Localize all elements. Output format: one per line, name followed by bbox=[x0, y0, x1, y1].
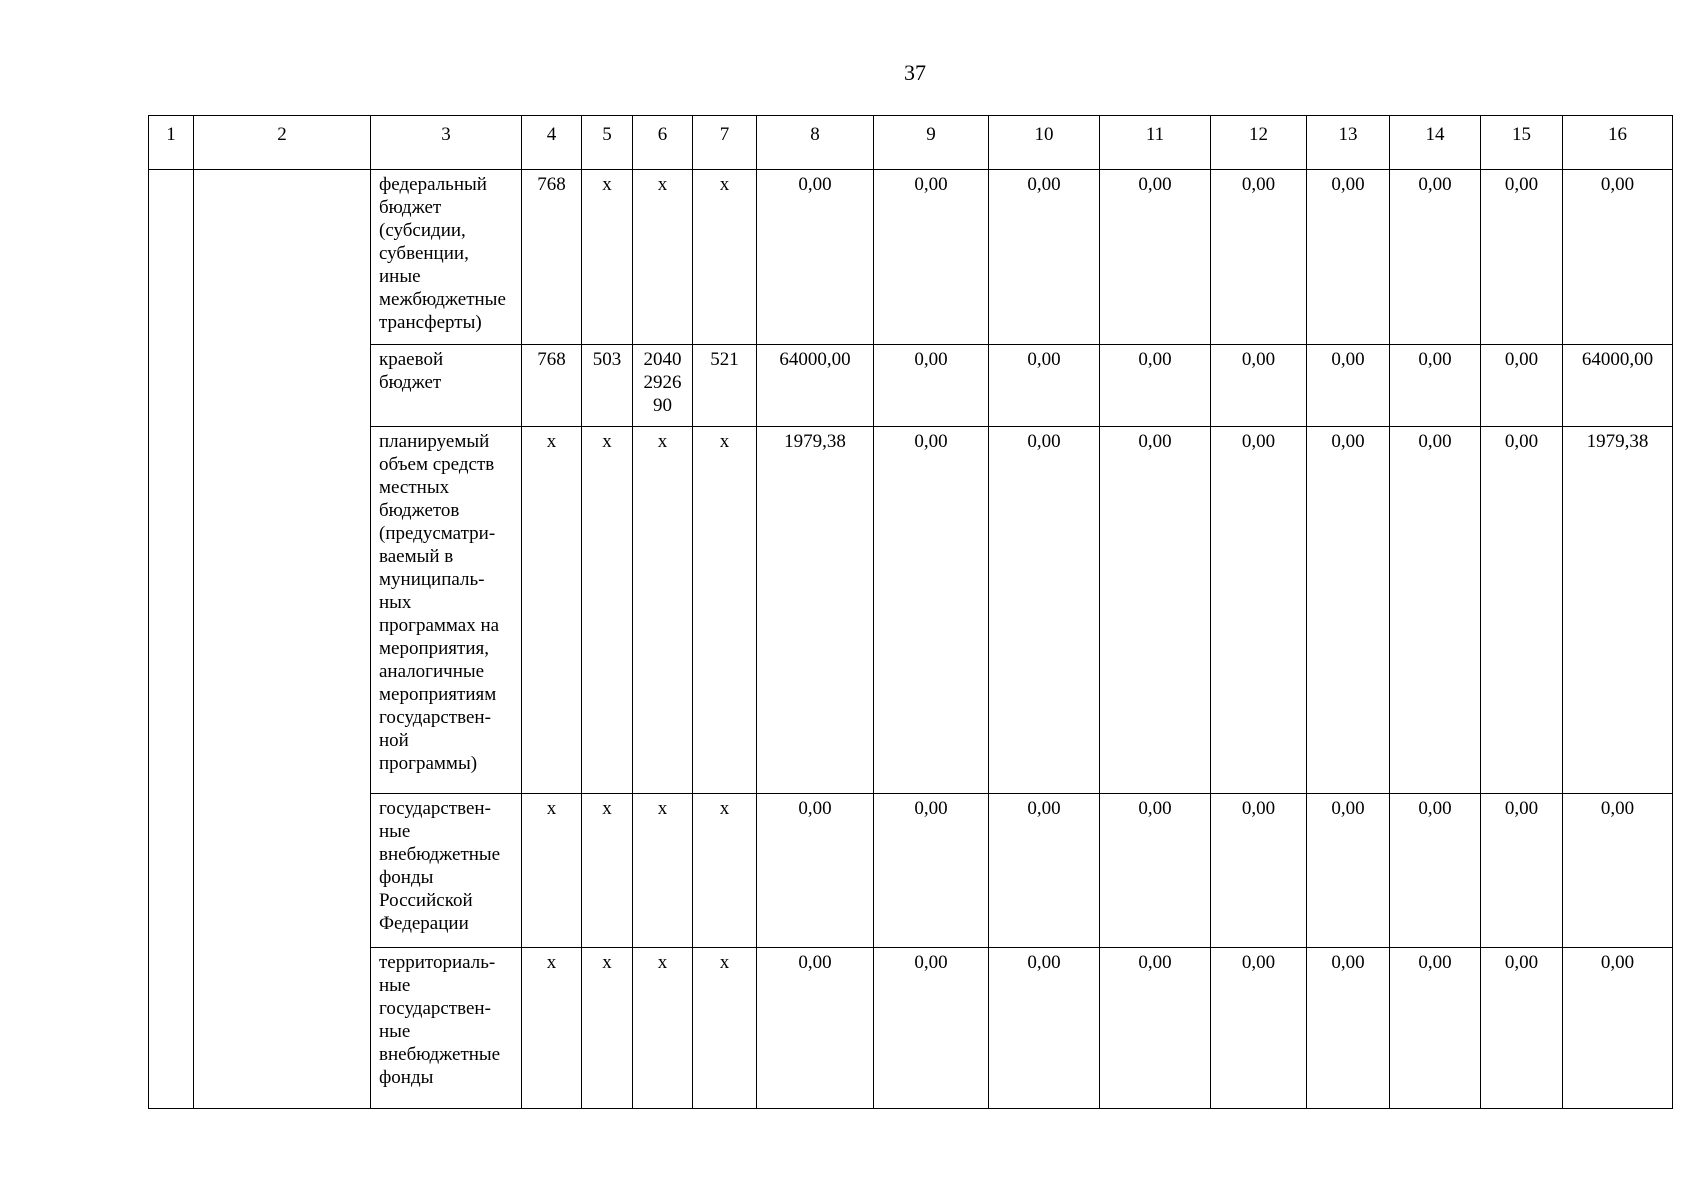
table-cell: 0,00 bbox=[1307, 948, 1390, 1109]
table-cell: 0,00 bbox=[1211, 794, 1307, 948]
table-cell: 0,00 bbox=[1563, 948, 1673, 1109]
table-cell: 0,00 bbox=[1481, 948, 1563, 1109]
table-cell: 0,00 bbox=[1100, 170, 1211, 345]
table-cell: х bbox=[522, 427, 582, 794]
table-cell: х bbox=[633, 170, 693, 345]
table-cell: 0,00 bbox=[1211, 170, 1307, 345]
budget-table bbox=[148, 115, 1673, 1109]
table-cell: 0,00 bbox=[989, 794, 1100, 948]
column-number-header: 7 bbox=[693, 116, 757, 170]
table-cell: 0,00 bbox=[1563, 794, 1673, 948]
column-number-header: 14 bbox=[1390, 116, 1481, 170]
table-cell: 0,00 bbox=[757, 170, 874, 345]
table-cell: х bbox=[633, 948, 693, 1109]
funding-source-cell: федеральный бюджет (субсидии, субвенции, иные межбюджетные трансферты) bbox=[371, 170, 522, 345]
table-row bbox=[149, 345, 1673, 427]
table-cell: х bbox=[693, 948, 757, 1109]
table-cell: 0,00 bbox=[1481, 170, 1563, 345]
column-number-header: 6 bbox=[633, 116, 693, 170]
table-cell: х bbox=[522, 948, 582, 1109]
table-cell: 0,00 bbox=[1390, 948, 1481, 1109]
table-cell: 0,00 bbox=[1390, 170, 1481, 345]
table-cell: 0,00 bbox=[1390, 345, 1481, 427]
table-cell: х bbox=[582, 794, 633, 948]
table-cell: 2040 2926 90 bbox=[633, 345, 693, 427]
table-cell: 64000,00 bbox=[1563, 345, 1673, 427]
table-cell: 0,00 bbox=[989, 345, 1100, 427]
table-cell: 0,00 bbox=[1563, 170, 1673, 345]
table-cell: 0,00 bbox=[1481, 345, 1563, 427]
table-cell: 0,00 bbox=[874, 794, 989, 948]
page-number: 37 bbox=[904, 60, 926, 85]
table-cell: 0,00 bbox=[1307, 794, 1390, 948]
table-cell: 0,00 bbox=[874, 427, 989, 794]
table-row bbox=[149, 170, 1673, 345]
column-number-header: 12 bbox=[1211, 116, 1307, 170]
table-cell: х bbox=[693, 794, 757, 948]
table-cell: 503 bbox=[582, 345, 633, 427]
table-cell: 0,00 bbox=[1307, 427, 1390, 794]
table-header-row bbox=[149, 116, 1673, 170]
table-cell: 0,00 bbox=[1211, 345, 1307, 427]
table-cell: х bbox=[633, 794, 693, 948]
table-cell: 0,00 bbox=[757, 794, 874, 948]
column-number-header: 11 bbox=[1100, 116, 1211, 170]
table-cell: 768 bbox=[522, 170, 582, 345]
table-cell: 0,00 bbox=[1211, 427, 1307, 794]
column-number-header: 16 bbox=[1563, 116, 1673, 170]
table-cell: 0,00 bbox=[989, 170, 1100, 345]
empty-merged-cell-col-1 bbox=[149, 170, 194, 1109]
column-number-header: 10 bbox=[989, 116, 1100, 170]
table-cell: 1979,38 bbox=[1563, 427, 1673, 794]
empty-merged-cell-col-2 bbox=[194, 170, 371, 1109]
table-cell: 0,00 bbox=[1100, 794, 1211, 948]
table-cell: 0,00 bbox=[757, 948, 874, 1109]
table-row bbox=[149, 427, 1673, 794]
column-number-header: 3 bbox=[371, 116, 522, 170]
table-cell: 0,00 bbox=[1100, 948, 1211, 1109]
table-cell: х bbox=[522, 794, 582, 948]
column-number-header: 5 bbox=[582, 116, 633, 170]
table-cell: 0,00 bbox=[1307, 170, 1390, 345]
column-number-header: 4 bbox=[522, 116, 582, 170]
table-cell: 0,00 bbox=[1481, 427, 1563, 794]
table-cell: х bbox=[633, 427, 693, 794]
column-number-header: 15 bbox=[1481, 116, 1563, 170]
table-cell: 0,00 bbox=[1100, 427, 1211, 794]
table-cell: 521 bbox=[693, 345, 757, 427]
table-cell: 0,00 bbox=[874, 948, 989, 1109]
column-number-header: 13 bbox=[1307, 116, 1390, 170]
table-row bbox=[149, 794, 1673, 948]
column-number-header: 9 bbox=[874, 116, 989, 170]
table-cell: 0,00 bbox=[1307, 345, 1390, 427]
table-cell: 0,00 bbox=[1211, 948, 1307, 1109]
table-cell: 0,00 bbox=[989, 427, 1100, 794]
table-cell: 64000,00 bbox=[757, 345, 874, 427]
funding-source-cell: планируемый объем средств местных бюджетов (предусматри- ваемый в муниципаль- ных программах на мероприятия, аналогичные мероприятиям государствен- ной программы) bbox=[371, 427, 522, 794]
column-number-header: 2 bbox=[194, 116, 371, 170]
table-cell: 0,00 bbox=[1390, 427, 1481, 794]
table-cell: х bbox=[693, 427, 757, 794]
funding-source-cell: территориаль- ные государствен- ные внебюджетные фонды bbox=[371, 948, 522, 1109]
table-cell: 0,00 bbox=[1100, 345, 1211, 427]
table-cell: 768 bbox=[522, 345, 582, 427]
table-cell: х bbox=[582, 170, 633, 345]
table-cell: 0,00 bbox=[1481, 794, 1563, 948]
table-row bbox=[149, 948, 1673, 1109]
table-cell: 1979,38 bbox=[757, 427, 874, 794]
funding-source-cell: государствен- ные внебюджетные фонды Российской Федерации bbox=[371, 794, 522, 948]
table-cell: х bbox=[582, 948, 633, 1109]
column-number-header: 8 bbox=[757, 116, 874, 170]
table-cell: 0,00 bbox=[874, 345, 989, 427]
table-cell: 0,00 bbox=[874, 170, 989, 345]
table-cell: 0,00 bbox=[1390, 794, 1481, 948]
table-cell: 0,00 bbox=[989, 948, 1100, 1109]
column-number-header: 1 bbox=[149, 116, 194, 170]
funding-source-cell: краевой бюджет bbox=[371, 345, 522, 427]
table-cell: х bbox=[693, 170, 757, 345]
table-cell: х bbox=[582, 427, 633, 794]
